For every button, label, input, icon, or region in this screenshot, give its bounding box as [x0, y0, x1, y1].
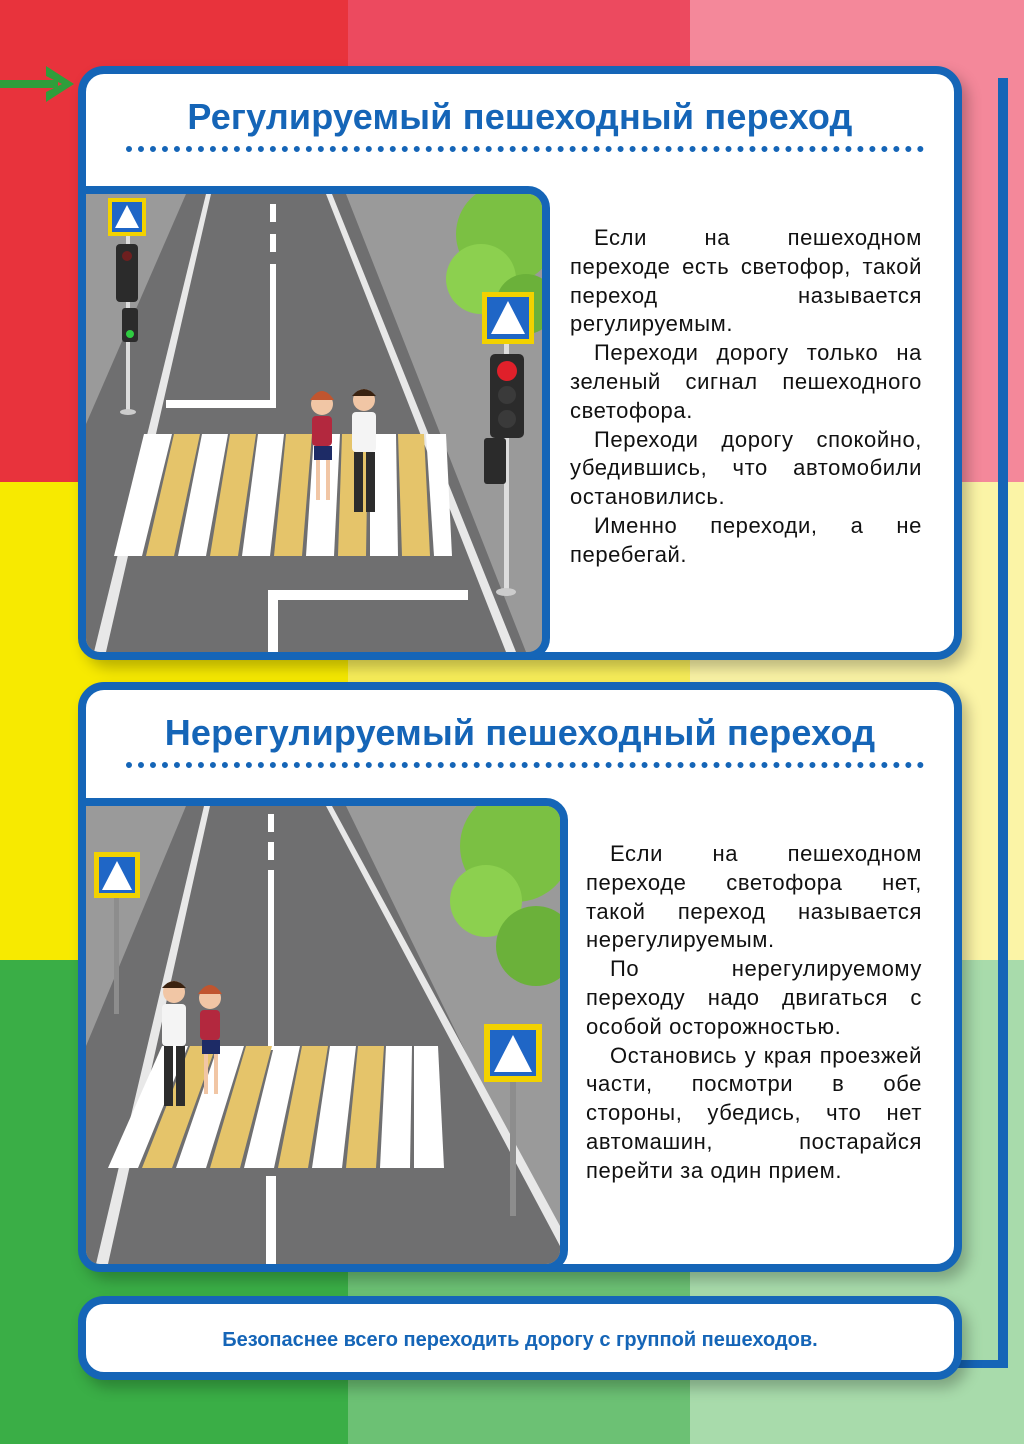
- footer-text: Безопаснее всего переходить дорогу с группой пешеходов.: [222, 1329, 818, 1351]
- frame-right-line: [998, 78, 1008, 1368]
- unregulated-crossing-illustration: [78, 798, 568, 1272]
- dotted-divider: [126, 146, 924, 152]
- zebra-crossing: [108, 1046, 444, 1168]
- section-title: Нерегулируемый пешеходный переход: [164, 712, 876, 753]
- dotted-divider: [126, 762, 924, 768]
- paragraph: Остановись у края проезжей части, посмотри в обе стороны, убедись, что нет автомашин, постарайся перейти за один прием.: [586, 1042, 922, 1183]
- frame-bottom-line: [956, 1360, 1008, 1368]
- paragraph: Если на пешеходном переходе светофора нет, такой переход называется нерегулируемым.: [586, 841, 922, 953]
- section-text: [586, 840, 922, 1186]
- regulated-crossing-illustration: [78, 186, 550, 660]
- green-arrow-icon: [0, 62, 78, 106]
- footer-panel: [78, 1296, 962, 1380]
- paragraph: Если на пешеходном переходе есть светофор, такой переход называется регулируемым.: [570, 225, 922, 337]
- paragraph: Переходи дорогу только на зеленый сигнал пешеходного светофора.: [570, 340, 922, 423]
- paragraph: Переходи дорогу спокойно, убедившись, что автомобили остановились.: [570, 426, 922, 510]
- section-title: Регулируемый пешеходный переход: [187, 96, 853, 137]
- paragraph: По нерегулируемому переходу надо двигаться с особой осторожностью.: [586, 956, 922, 1039]
- section-text: [570, 224, 922, 570]
- paragraph: Именно переходи, а не перебегай.: [570, 512, 922, 567]
